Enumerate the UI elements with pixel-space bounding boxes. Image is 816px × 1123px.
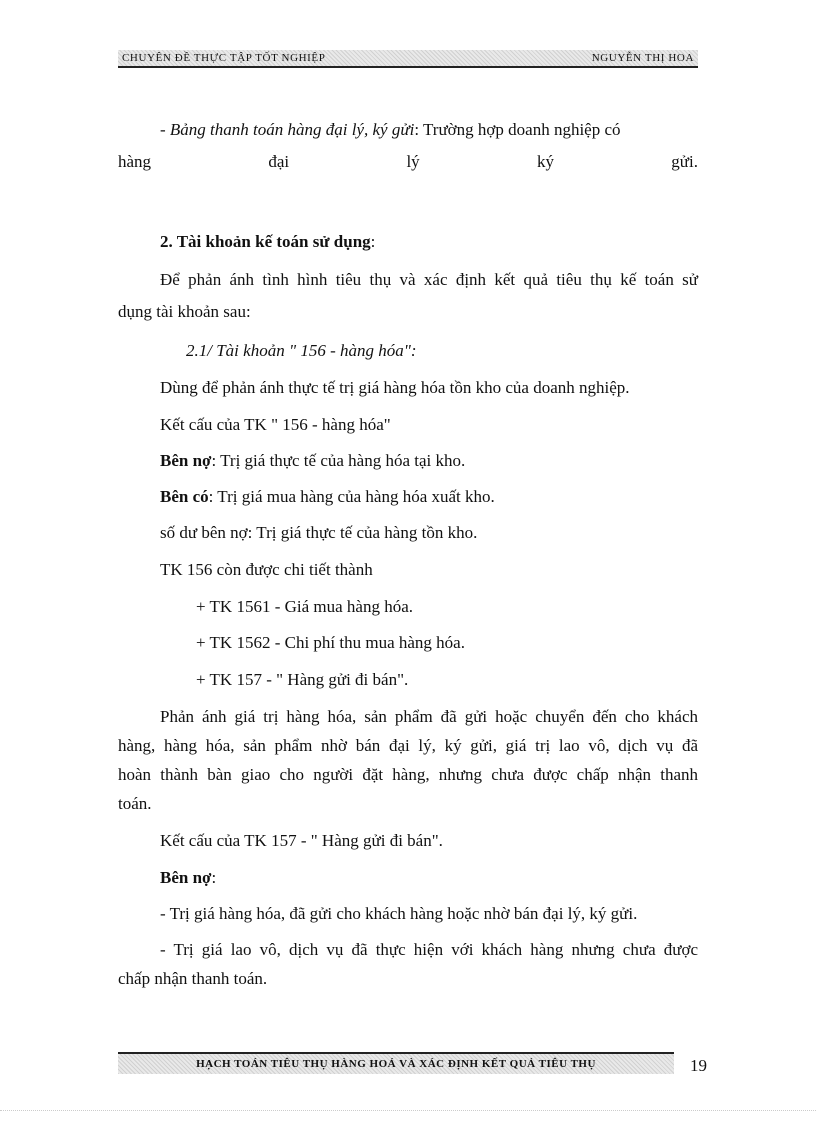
paragraph-intro-line2: dụng tài khoản sau: [118, 302, 251, 321]
paragraph-structure-157: Kết cấu của TK 157 - " Hàng gửi đi bán". [160, 831, 443, 850]
paragraph-goods-sent-line1: Phản ánh giá trị hàng hóa, sản phẩm đã gửi hoặc chuyển đến cho khách [160, 707, 698, 726]
page-number: 19 [690, 1056, 707, 1075]
paragraph-detail: TK 156 còn được chi tiết thành [160, 560, 373, 579]
list-item: + TK 1561 - Giá mua hàng hóa. [196, 597, 414, 616]
paragraph-goods-sent-line2: hàng, hàng hóa, sản phẩm nhờ bán đại lý, ký gửi, giá trị lao vô, dịch vụ đã [118, 736, 698, 755]
paragraph-purpose: Dùng để phản ánh thực tế trị giá hàng hóa tồn kho của doanh nghiệp. [160, 378, 630, 397]
list-item: + TK 157 - " Hàng gửi đi bán". [196, 670, 409, 689]
paragraph-agency-statement-cont: hàng đại lý ký gửi. [118, 152, 698, 171]
paragraph-debit-157: Bên nợ: [160, 868, 217, 887]
paragraph-debit-item2-line1: - Trị giá lao vô, dịch vụ đã thực hiện với khách hàng nhưng chưa được [160, 940, 698, 959]
footer-title: HẠCH TOÁN TIÊU THỤ HÀNG HOÁ VÀ XÁC ĐỊNH KẾT QUẢ TIÊU THỤ [196, 1058, 596, 1070]
page-footer [118, 1052, 674, 1074]
paragraph-structure: Kết cấu của TK " 156 - hàng hóa" [160, 415, 391, 434]
paragraph-credit: Bên có: Trị giá mua hàng của hàng hóa xuất kho. [160, 487, 495, 506]
list-item: + TK 1562 - Chi phí thu mua hàng hóa. [196, 633, 465, 652]
header-left-text: CHUYÊN ĐỀ THỰC TẬP TỐT NGHIỆP [122, 52, 326, 64]
subsection-heading: 2.1/ Tài khoản " 156 - hàng hóa": [186, 341, 417, 360]
paragraph-goods-sent-line3: hoàn thành bàn giao cho người đặt hàng, nhưng chưa được chấp nhận thanh [118, 765, 698, 784]
paragraph-balance: số dư bên nợ: Trị giá thực tế của hàng tồn kho. [160, 523, 478, 542]
paragraph-debit: Bên nợ: Trị giá thực tế của hàng hóa tại kho. [160, 451, 466, 470]
paragraph-debit-item1: - Trị giá hàng hóa, đã gửi cho khách hàng hoặc nhờ bán đại lý, ký gửi. [160, 904, 638, 923]
header-right-text: NGUYỄN THỊ HOA [591, 52, 694, 64]
paragraph-debit-item2-line2: chấp nhận thanh toán. [118, 969, 268, 988]
page-header [118, 50, 698, 68]
page-bottom-divider [0, 1110, 816, 1111]
italic-term: Bảng thanh toán hàng đại lý, ký gửi [169, 120, 415, 139]
section-heading: 2. Tài khoản kế toán sử dụng: [160, 232, 376, 251]
paragraph-goods-sent-line4: toán. [118, 794, 152, 813]
paragraph-agency-statement: - Bảng thanh toán hàng đại lý, ký gửi: Trường hợp doanh nghiệp có [160, 120, 621, 139]
paragraph-intro-line1: Để phản ánh tình hình tiêu thụ và xác định kết quả tiêu thụ kế toán sử [160, 270, 698, 289]
